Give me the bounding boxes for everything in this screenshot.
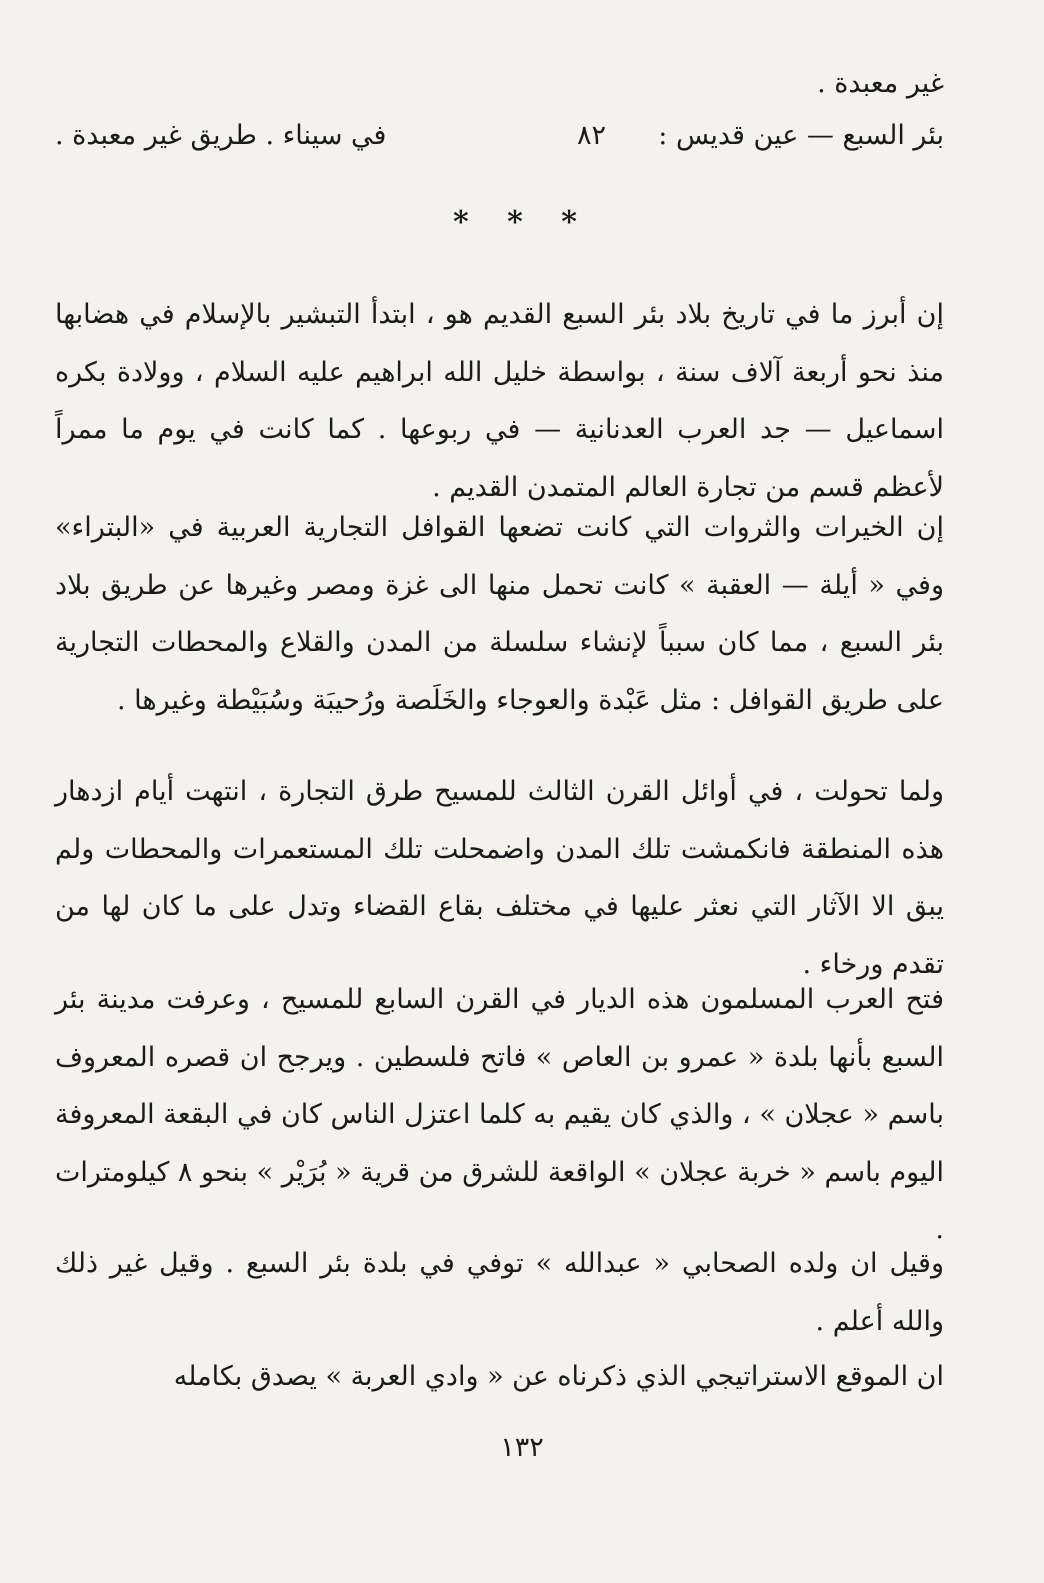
paragraph-6 xyxy=(55,1348,944,1408)
paragraph-1 xyxy=(55,286,944,501)
route-name: بئر السبع — عين قديس : xyxy=(658,120,944,151)
paragraph-text: فتح العرب المسلمون هذه الديار في القرن السابع للمسيح ، وعرفت مدينة بئر السبع بأنها بلدة « عمرو بن العاص » فاتح فلسطين . ويرجح ان قصره المعروف باسم « عجلان » ، والذي كان يقيم به كلما اعتزل الناس كان في البقعة المعروفة اليوم باسم « خربة عجلان » الواقعة للشرق من قرية « بُرَيْر » بنحو ٨ كيلومترات . xyxy=(55,984,944,1245)
route-note: في سيناء . طريق غير معبدة . xyxy=(55,120,387,151)
paragraph-text: ان الموقع الاستراتيجي الذي ذكرناه عن « وادي العربة » يصدق بكامله xyxy=(173,1361,944,1392)
paragraph-text: ولما تحولت ، في أوائل القرن الثالث للمسيح طرق التجارة ، انتهت أيام ازدهار هذه المنطقة فانكمشت تلك المدن واضمحلت تلك المستعمرات والمحطات ولم يبق الا الآثار التي نعثر عليها في مختلف بقاع القضاء وتدل على ما كان لها من تقدم ورخاء . xyxy=(55,776,944,980)
paragraph-text: وقيل ان ولده الصحابي « عبدالله » توفي في بلدة بئر السبع . وقيل غير ذلك والله أعلم . xyxy=(55,1248,944,1337)
header-line: غير معبدة . xyxy=(817,68,944,99)
paragraph-2 xyxy=(55,499,944,764)
route-distance: ٨٢ xyxy=(576,120,606,151)
paragraph-5 xyxy=(55,1235,944,1350)
page-number: ١٣٢ xyxy=(500,1432,544,1463)
section-separator: * * * xyxy=(453,205,591,240)
paragraph-3 xyxy=(55,763,944,980)
route-entry xyxy=(55,116,944,156)
paragraph-text: إن أبرز ما في تاريخ بلاد بئر السبع القديم هو ، ابتدأ التبشير بالإسلام في هضابها منذ نحو أربعة آلاف سنة ، بواسطة خليل الله ابراهيم عليه السلام ، وولادة بكره اسماعيل — جد العرب العدنانية — في ربوعها . كما كانت في يوم ما ممراً لأعظم قسم من تجارة العالم المتمدن القديم . xyxy=(55,299,944,503)
paragraph-text: إن الخيرات والثروات التي كانت تضعها القوافل التجارية العربية في «البتراء» وفي « أيلة — العقبة » كانت تحمل منها الى غزة ومصر وغيرها عن طريق بلاد بئر السبع ، مما كان سبباً لإنشاء سلسلة من المدن والقلاع والمحطات التجارية على طريق القوافل : مثل عَبْدة والعوجاء والخَلَصة ورُحيبَة وسُبَيْطة وغيرها . xyxy=(55,512,944,716)
paragraph-4 xyxy=(55,971,944,1245)
